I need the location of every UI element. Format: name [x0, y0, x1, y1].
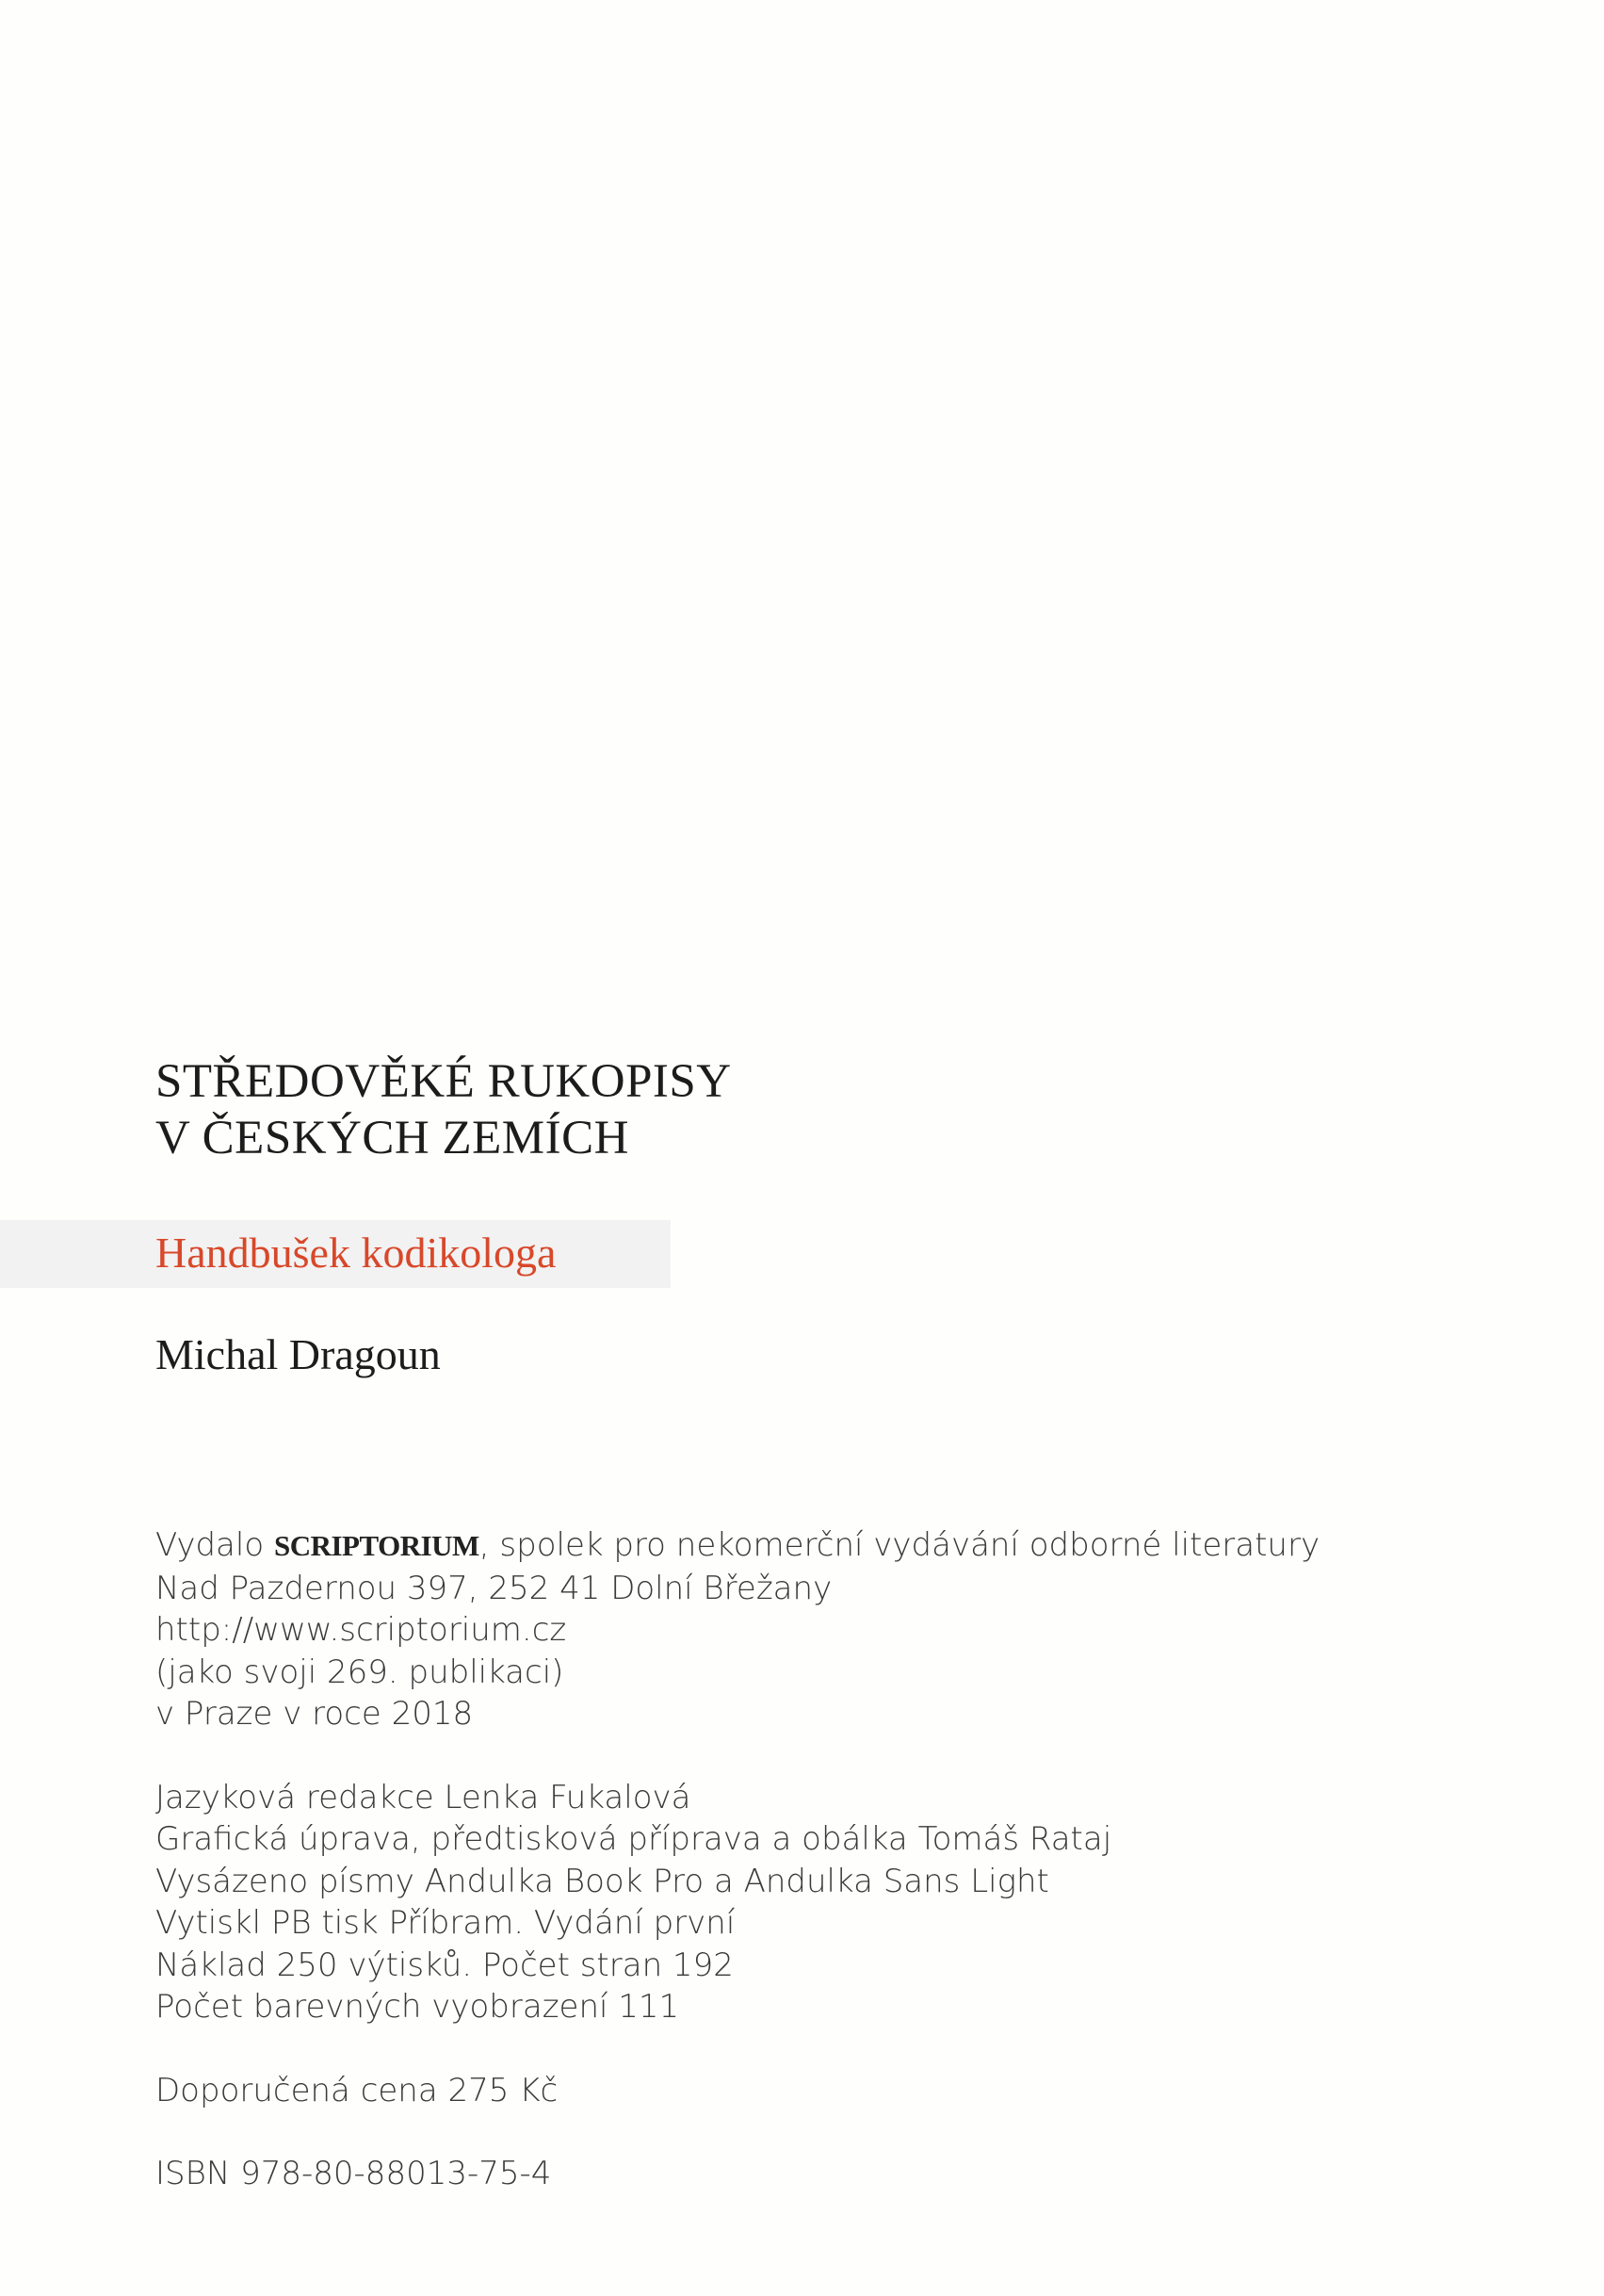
section-spacer: [155, 2111, 1320, 2153]
book-subtitle: Handbušek kodikologa: [155, 1229, 557, 1277]
book-title-line-2: V ČESKÝCH ZEMÍCH: [155, 1112, 629, 1164]
publisher-url: http://www.scriptorium.cz: [155, 1611, 567, 1649]
publisher-description: , spolek pro nekomerční vydávání odborné literatury: [478, 1526, 1320, 1564]
isbn-line: ISBN 978-80-88013-75-4: [155, 2155, 552, 2192]
section-spacer: [155, 2028, 1320, 2070]
publisher-prefix: Vydalo: [155, 1526, 274, 1564]
publication-note: (jako svoji 269. publikaci): [155, 1653, 564, 1691]
credit-line-design: Grafická úprava, předtisková příprava a obálka Tomáš Rataj: [155, 1820, 1112, 1858]
price-line: Doporučená cena 275 Kč: [155, 2071, 559, 2109]
credit-line-illustrations: Počet barevných vyobrazení 111: [155, 1988, 680, 2026]
credit-line-typefaces: Vysázeno písmy Andulka Book Pro a Andulka Sans Light: [155, 1862, 1049, 1900]
credit-line-printer: Vytiskl PB tisk Příbram. Vydání první: [155, 1904, 736, 1942]
credit-line-print-run: Náklad 250 výtisků. Počet stran 192: [155, 1946, 734, 1984]
book-title-line-1: STŘEDOVĚKÉ RUKOPISY: [155, 1055, 732, 1108]
author-name: Michal Dragoun: [155, 1330, 441, 1378]
imprint-block: [155, 1524, 1320, 2195]
publisher-address: Nad Pazdernou 397, 252 41 Dolní Břežany: [155, 1569, 833, 1607]
scriptorium-logo: SCRIPTORIUM: [273, 1529, 479, 1562]
credit-line-editor: Jazyková redakce Lenka Fukalová: [155, 1778, 691, 1816]
publisher-line: [155, 1524, 1320, 1568]
section-spacer: [155, 1735, 1320, 1777]
book-title: [155, 1053, 732, 1166]
place-and-year: v Praze v roce 2018: [155, 1695, 474, 1733]
